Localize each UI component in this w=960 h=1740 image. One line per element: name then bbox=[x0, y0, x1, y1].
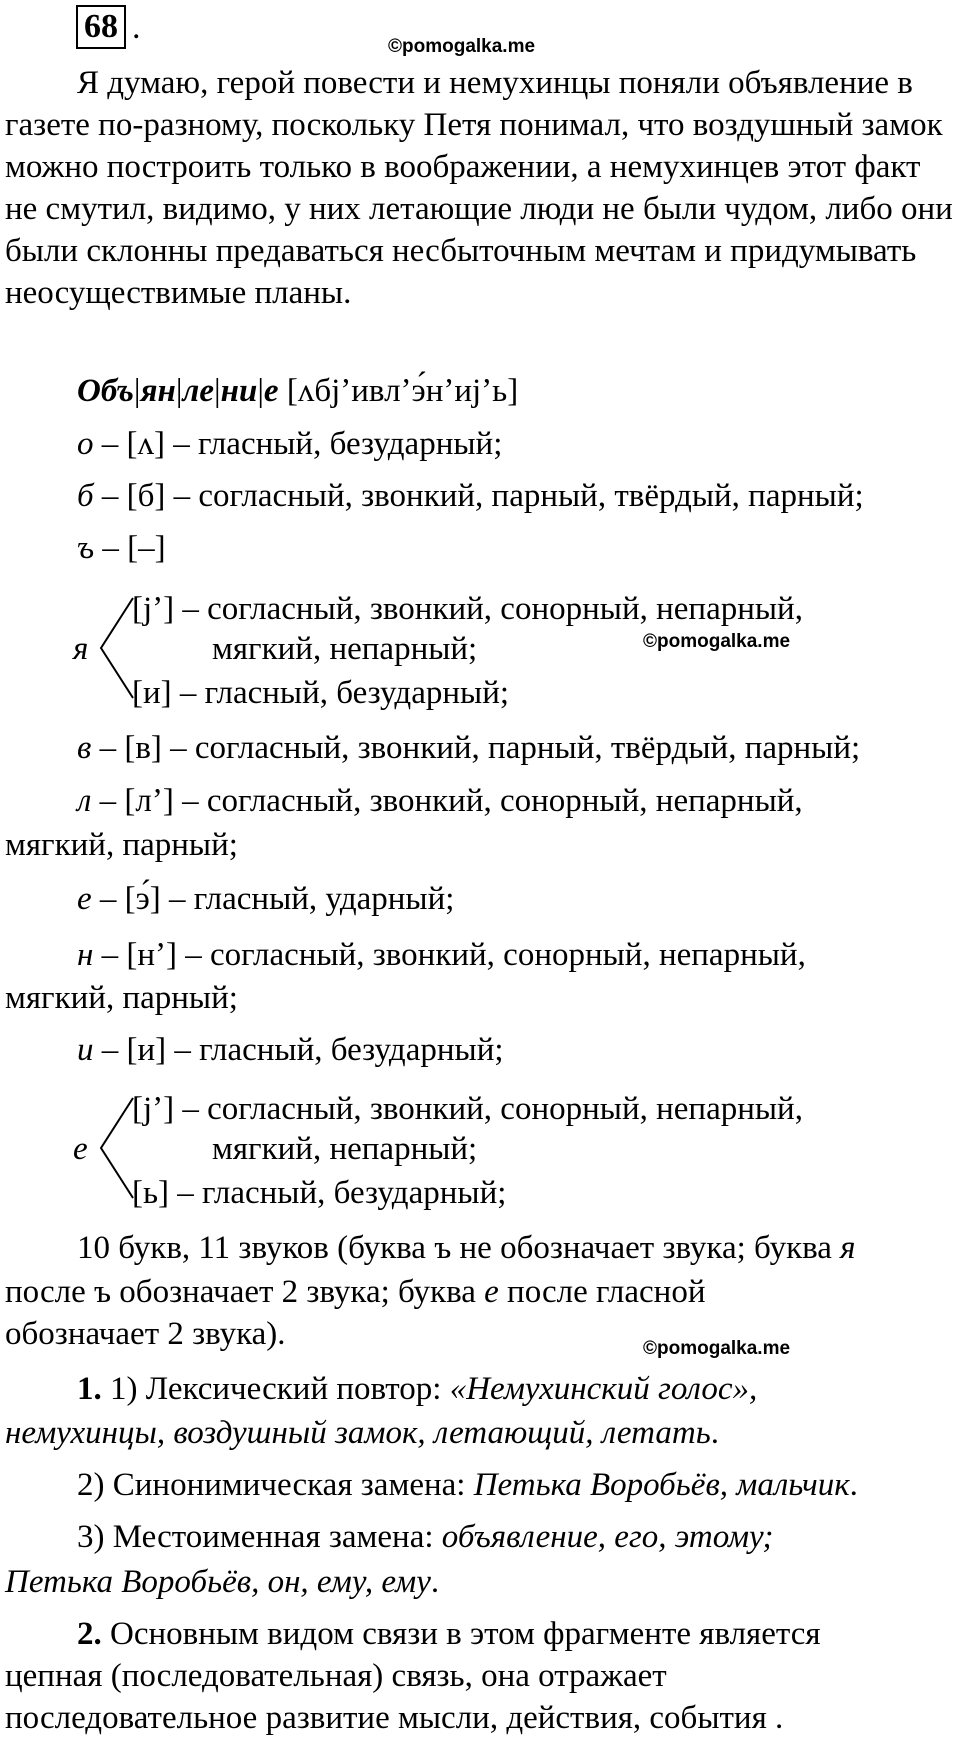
phon-text: – [нʼ] – согласный, звонкий, сонорный, непарный, bbox=[93, 937, 806, 973]
phon-line-n-cont: мягкий, парный; bbox=[5, 980, 238, 1016]
watermark-top: ©pomogalka.me bbox=[388, 36, 536, 57]
exercise-number: 68 bbox=[76, 5, 126, 49]
summary-line-3: обозначает 2 звука). bbox=[5, 1316, 286, 1352]
phon-line-e1 bbox=[77, 878, 957, 920]
word-breakdown bbox=[77, 370, 957, 412]
task2-line-1 bbox=[77, 1613, 957, 1655]
task2-line-3: последовательное развитие мысли, действия, события . bbox=[5, 1700, 784, 1736]
watermark-middle: ©pomogalka.me bbox=[643, 631, 791, 652]
task-examples: Петька Воробьёв, мальчик bbox=[473, 1467, 850, 1503]
phon-letter: л bbox=[77, 783, 92, 819]
phon-text: – [ʌ] – гласный, безударный; bbox=[93, 426, 503, 462]
phon-text: – [э́] – гласный, ударный; bbox=[91, 881, 455, 917]
syllable-separator: | bbox=[257, 373, 264, 409]
watermark-bottom: ©pomogalka.me bbox=[643, 1338, 791, 1359]
phon-line-b bbox=[77, 475, 957, 517]
word-part: ян bbox=[140, 373, 176, 409]
word-part: ни bbox=[220, 373, 258, 409]
task-label: 1) Лексический повтор: bbox=[101, 1371, 450, 1407]
task1-point3-cont bbox=[5, 1561, 439, 1603]
phon-line-o bbox=[77, 423, 957, 465]
syllable-separator: | bbox=[133, 373, 141, 409]
intro-paragraph: Я думаю, герой повести и немухинцы поняли объявление в газете по-разному, поскольку Петя понимал, что воздушный замок можно построить только в воображении, а немухинцев этот факт не смутил, видимо, у них летающие люди не были чудом, либо они были склонны предаваться несбыточным мечтам и придумывать неосуществимые планы. bbox=[5, 65, 953, 311]
task-label: 3) Местоименная замена: bbox=[77, 1519, 442, 1555]
task-examples: объявление, его, этому; bbox=[441, 1519, 774, 1555]
word-part: е bbox=[263, 373, 279, 409]
phon-text: – [лʼ] – согласный, звонкий, сонорный, непарный, bbox=[91, 783, 803, 819]
phon-ya-line-2: мягкий, непарный; bbox=[212, 631, 478, 667]
task-examples: Петька Воробьёв, он, ему, ему bbox=[5, 1564, 431, 1600]
word-part: Объ bbox=[77, 373, 134, 409]
phon-line-l-cont: мягкий, парный; bbox=[5, 827, 238, 863]
phon-line-n bbox=[77, 934, 957, 976]
summary-letter: я bbox=[840, 1230, 856, 1266]
brace-icon bbox=[95, 592, 135, 704]
task-end: . bbox=[849, 1467, 858, 1503]
phon-text: – [б] – согласный, звонкий, парный, твёрдый, парный; bbox=[93, 478, 864, 514]
phon-text: – [–] bbox=[94, 530, 166, 566]
task1-point1 bbox=[77, 1368, 957, 1410]
phon-e2-line-2: мягкий, непарный; bbox=[212, 1131, 478, 1167]
phon-letter: о bbox=[77, 426, 94, 462]
task-examples: немухинцы, воздушный замок, летающий, летать bbox=[5, 1415, 711, 1451]
task2-line-2: цепная (последовательная) связь, она отражает bbox=[5, 1658, 667, 1694]
phon-line-l bbox=[77, 780, 957, 822]
phon-letter: н bbox=[77, 937, 94, 973]
task-end: . bbox=[430, 1564, 440, 1600]
phon-letter: ъ bbox=[77, 530, 95, 566]
brace-icon bbox=[95, 1092, 135, 1204]
syllable-separator: | bbox=[175, 373, 183, 409]
phon-text: – [в] – согласный, звонкий, парный, твёрдый, парный; bbox=[91, 730, 861, 766]
summary-line-2 bbox=[5, 1271, 705, 1313]
task1-point2 bbox=[77, 1464, 957, 1506]
syllable-separator: | bbox=[214, 373, 221, 409]
task1-point1-cont bbox=[5, 1412, 719, 1454]
summary-text: после ъ обозначает 2 звука; буква bbox=[5, 1274, 485, 1310]
summary-line-1 bbox=[77, 1227, 957, 1269]
phon-line-i bbox=[77, 1029, 957, 1071]
task-number: 2. bbox=[77, 1616, 102, 1652]
phon-e2-line-3: [ь] – гласный, безударный; bbox=[132, 1175, 507, 1211]
summary-letter: е bbox=[484, 1274, 499, 1310]
phon-letter: в bbox=[77, 730, 92, 766]
word-part: ле bbox=[182, 373, 215, 409]
phon-ya-line-1: [jʼ] – согласный, звонкий, сонорный, непарный, bbox=[132, 591, 803, 627]
exercise-number-dot: . bbox=[132, 9, 141, 46]
task-end: . bbox=[710, 1415, 719, 1451]
phon-line-hard-sign bbox=[77, 527, 957, 569]
phon-e2-line-1: [jʼ] – согласный, звонкий, сонорный, непарный, bbox=[132, 1091, 803, 1127]
task1-point3 bbox=[77, 1516, 957, 1558]
summary-text: 10 букв, 11 звуков (буква ъ не обозначает звука; буква bbox=[77, 1230, 841, 1266]
task-number: 1. bbox=[77, 1371, 102, 1407]
phon-letter: е bbox=[77, 881, 92, 917]
phon-letter-e2: е bbox=[73, 1131, 88, 1167]
phon-letter: и bbox=[77, 1032, 94, 1068]
phon-ya-line-3: [и] – гласный, безударный; bbox=[132, 675, 510, 711]
phon-text: – [и] – гласный, безударный; bbox=[93, 1032, 504, 1068]
task-text: Основным видом связи в этом фрагменте является bbox=[101, 1616, 821, 1652]
summary-text: после гласной bbox=[498, 1274, 706, 1310]
phon-line-v bbox=[77, 727, 957, 769]
task-examples: «Немухинский голос», bbox=[449, 1371, 758, 1407]
transcription: [ʌбjʼивлʼэ́нʼиjʼь] bbox=[286, 373, 519, 409]
task-label: 2) Синонимическая замена: bbox=[77, 1467, 474, 1503]
phon-letter: б bbox=[77, 478, 94, 514]
phon-letter-ya: я bbox=[73, 631, 89, 667]
